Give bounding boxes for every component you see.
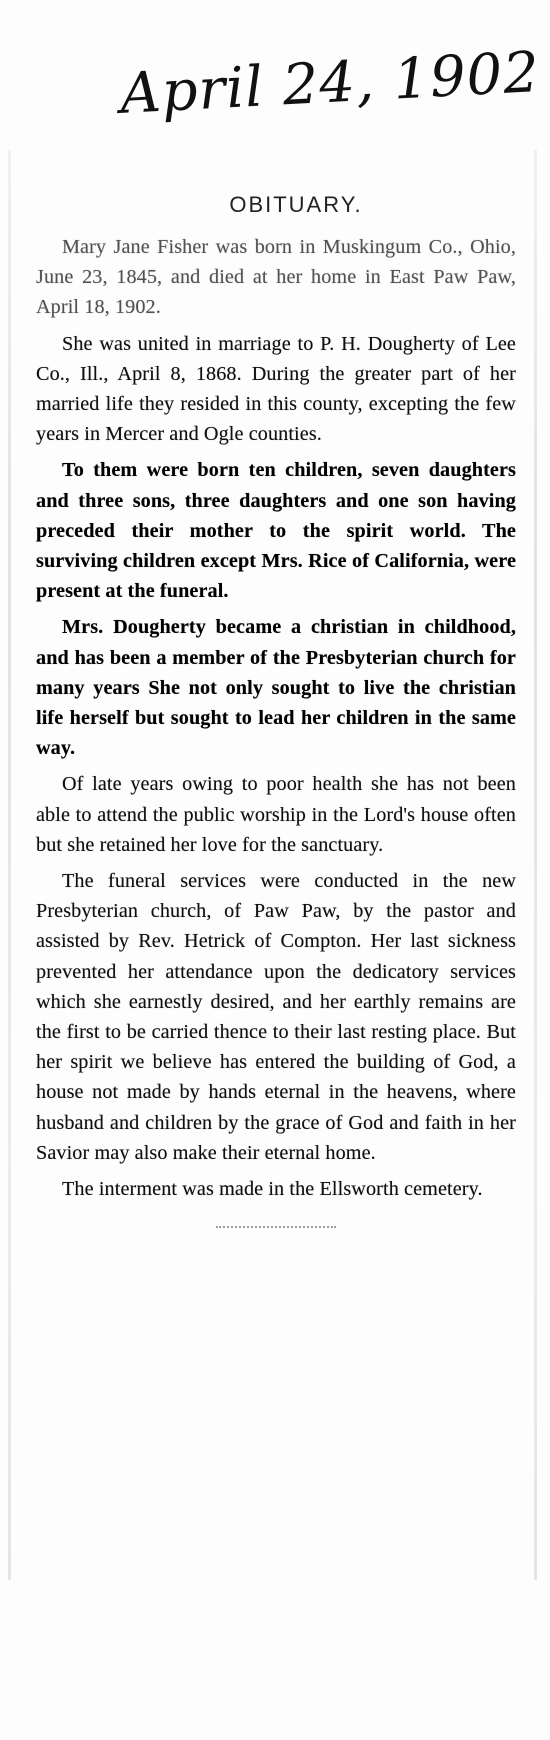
scan-right-edge	[534, 150, 537, 1580]
paragraph-marriage: She was united in marriage to P. H. Dougherty of Lee Co., Ill., April 8, 1868. During the greater part of her married life they resided in this county, excepting the few years in Mercer and Ogle counties.	[36, 332, 516, 446]
newspaper-clipping	[36, 192, 516, 1228]
end-rule	[216, 1226, 336, 1228]
obituary-headline: OBITUARY.	[229, 192, 363, 217]
handwritten-date: April 24, 1902	[118, 40, 542, 127]
paragraph-children: To them were born ten children, seven daughters and three sons, three daughters and one son having preceded their mother to the spirit world. The surviving children except Mrs. Rice of California, were present at the funeral.	[36, 459, 516, 603]
paragraph-faith: Mrs. Dougherty became a christian in childhood, and has been a member of the Presbyterian church for many years She not only sought to live the christian life herself but sought to lead her children in the same way.	[36, 616, 516, 760]
paragraph-health: Of late years owing to poor health she has not been able to attend the public worship in the Lord's house often but she retained her love for the sanctuary.	[36, 773, 516, 856]
scan-left-edge	[8, 150, 11, 1580]
paragraph-interment: The interment was made in the Ellsworth cemetery.	[62, 1178, 483, 1201]
paragraph-funeral: The funeral services were conducted in the new Presbyterian church, of Paw Paw, by the pastor and assisted by Rev. Hetrick of Compton. Her last sickness prevented her attendance upon the dedicatory services which she earnestly desired, and her earthly remains are the first to be carried thence to their last resting place. But her spirit we believe has entered the building of God, a house not made by hands eternal in the heavens, where husband and children by the grace of God and faith in her Savior may also make their eternal home.	[36, 870, 516, 1164]
paragraph-birth: Mary Jane Fisher was born in Muskingum Co., Ohio, June 23, 1845, and died at her home in East Paw Paw, April 18, 1902.	[36, 236, 516, 319]
